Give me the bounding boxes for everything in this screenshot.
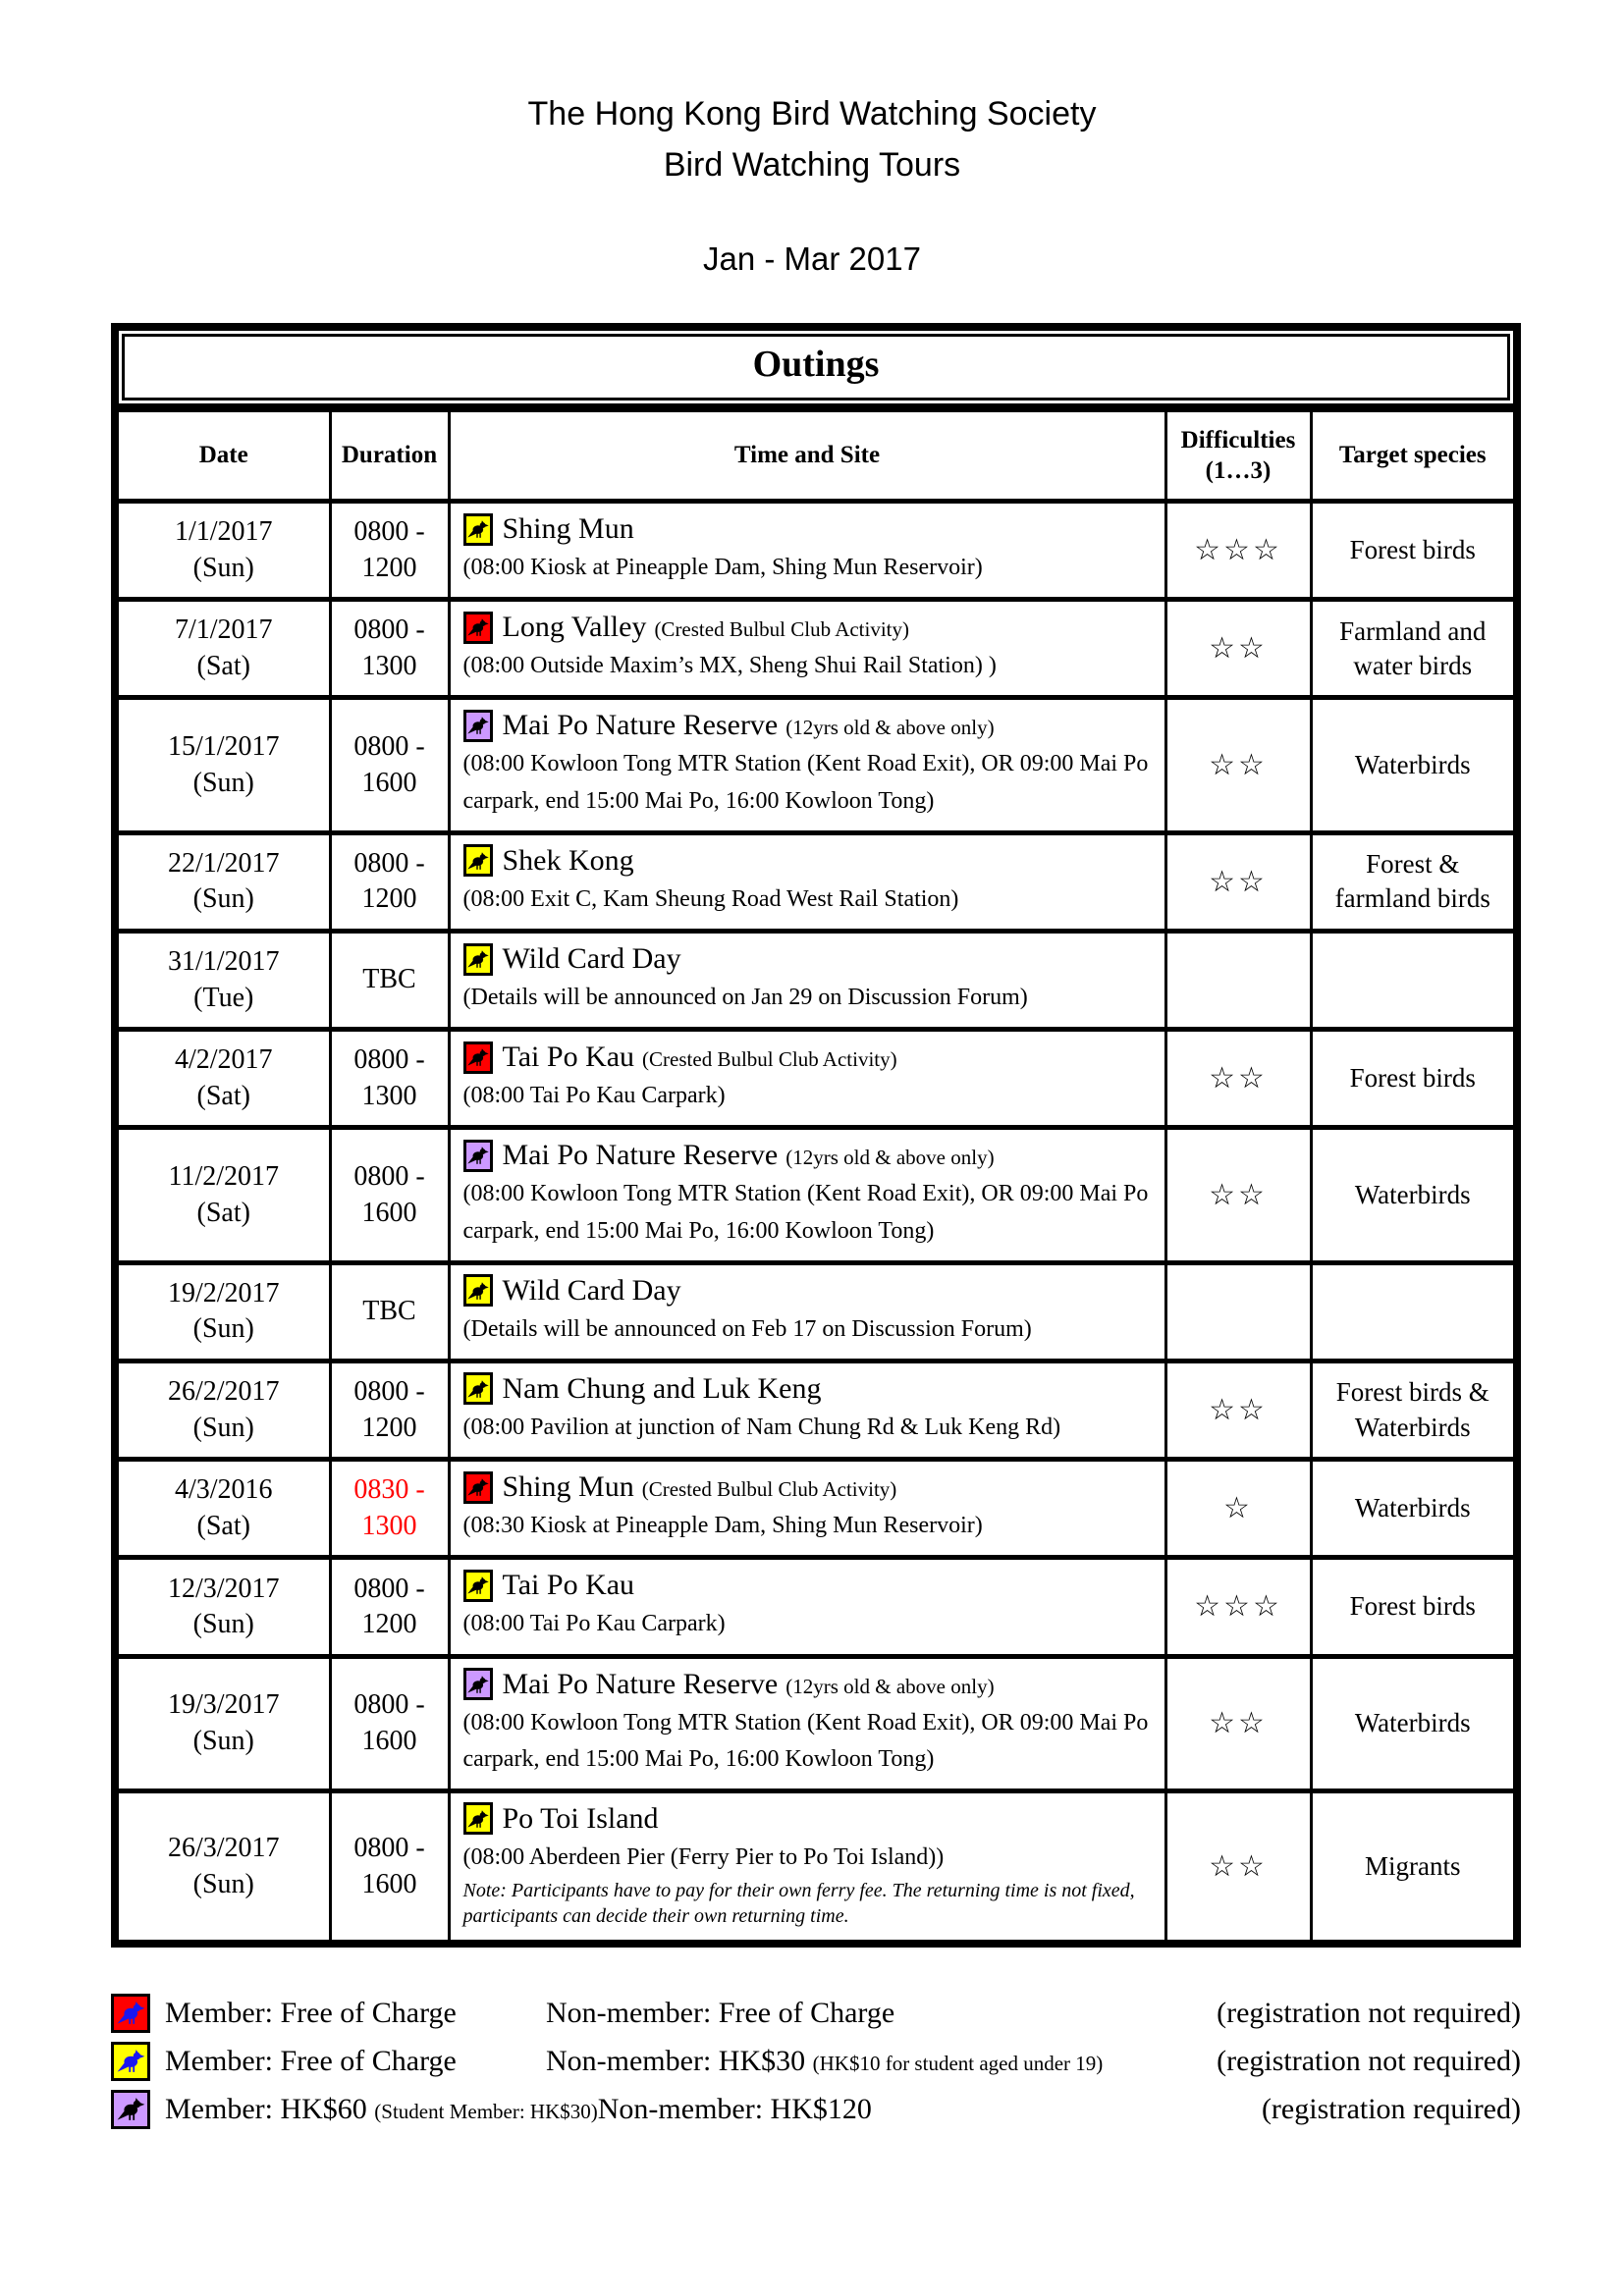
legend-row <box>111 1989 1521 2037</box>
difficulty-stars: ☆☆ <box>1165 1128 1311 1262</box>
time-and-site-cell <box>449 932 1165 1030</box>
target-species-cell: Forest birds <box>1311 1030 1513 1128</box>
bird-category-icon <box>463 1274 493 1307</box>
duration-cell: 0800 - 1200 <box>330 832 449 931</box>
duration-cell: 0800 - 1600 <box>330 1656 449 1790</box>
target-species-cell: Forest birds <box>1311 502 1513 600</box>
document-header <box>0 0 1624 278</box>
table-row <box>119 1030 1513 1128</box>
duration-cell: TBC <box>330 1262 449 1361</box>
legend-registration-note: (registration not required) <box>1217 1996 1521 2029</box>
table-row <box>119 832 1513 931</box>
date-cell: 7/1/2017 (Sat) <box>119 600 330 698</box>
site-name: Shing Mun <box>502 512 634 546</box>
time-and-site-cell <box>449 600 1165 698</box>
target-species-cell: Forest birds & Waterbirds <box>1311 1361 1513 1459</box>
site-details: (08:00 Kowloon Tong MTR Station (Kent Road Exit), OR 09:00 Mai Po carpark, end 15:00 Mai Po, 16:00 Kowloon Tong) <box>462 751 1149 814</box>
date-cell: 26/2/2017 (Sun) <box>119 1361 330 1459</box>
site-details: (08:00 Tai Po Kau Carpark) <box>462 1611 726 1637</box>
bird-category-icon <box>111 2042 150 2081</box>
site-name: Nam Chung and Luk Keng <box>502 1371 822 1405</box>
legend-row <box>111 2037 1521 2085</box>
legend-member-fee: Member: Free of Charge <box>165 1996 457 2029</box>
site-details: (Details will be announced on Jan 29 on Discussion Forum) <box>462 985 1028 1011</box>
duration-cell: 0800 - 1600 <box>330 1790 449 1940</box>
time-and-site-cell <box>449 1030 1165 1128</box>
difficulty-stars: ☆ <box>1165 1460 1311 1558</box>
bird-category-icon <box>111 1994 150 2033</box>
difficulty-stars: ☆☆ <box>1165 1361 1311 1459</box>
duration-cell: 0800 - 1200 <box>330 1361 449 1459</box>
bird-category-icon <box>463 943 493 976</box>
difficulty-stars: ☆☆ <box>1165 1790 1311 1940</box>
column-header-target: Target species <box>1311 412 1513 502</box>
legend-registration-note: (registration required) <box>1261 2092 1521 2125</box>
column-header-duration: Duration <box>330 412 449 502</box>
date-cell: 19/2/2017 (Sun) <box>119 1262 330 1361</box>
bird-category-icon <box>111 2090 150 2129</box>
duration-cell: 0800 - 1200 <box>330 1558 449 1656</box>
date-cell: 26/3/2017 (Sun) <box>119 1790 330 1940</box>
time-and-site-cell <box>449 1128 1165 1262</box>
date-range: Jan - Mar 2017 <box>703 240 921 277</box>
bird-category-icon <box>463 1372 493 1405</box>
column-header-date: Date <box>119 412 330 502</box>
target-species-cell: Farmland and water birds <box>1311 600 1513 698</box>
bird-category-icon <box>463 1041 493 1074</box>
site-restriction: (Crested Bulbul Club Activity) <box>654 617 910 642</box>
table-row <box>119 502 1513 600</box>
duration-cell: 0800 - 1200 <box>330 502 449 600</box>
legend-nonmember-fee: Non-member: HK$120 <box>597 2092 872 2125</box>
site-details: (08:30 Kiosk at Pineapple Dam, Shing Mun Reservoir) <box>462 1513 983 1539</box>
site-details: (08:00 Exit C, Kam Sheung Road West Rail Station) <box>462 885 959 912</box>
site-details: (08:00 Pavilion at junction of Nam Chung Rd & Luk Keng Rd) <box>462 1414 1061 1440</box>
site-details: (08:00 Kowloon Tong MTR Station (Kent Road Exit), OR 09:00 Mai Po carpark, end 15:00 Mai Po, 16:00 Kowloon Tong) <box>462 1181 1149 1244</box>
site-restriction: (12yrs old & above only) <box>785 1146 995 1170</box>
target-species-cell: Forest birds <box>1311 1558 1513 1656</box>
target-species-cell: Forest & farmland birds <box>1311 832 1513 931</box>
table-row <box>119 1558 1513 1656</box>
page-subtitle: Bird Watching Tours <box>663 145 961 184</box>
time-and-site-cell <box>449 698 1165 832</box>
time-and-site-cell <box>449 1361 1165 1459</box>
duration-cell: 0800 - 1600 <box>330 1128 449 1262</box>
duration-cell: 0800 - 1600 <box>330 698 449 832</box>
date-cell: 15/1/2017 (Sun) <box>119 698 330 832</box>
bird-category-icon <box>463 1668 493 1700</box>
time-and-site-cell <box>449 1262 1165 1361</box>
duration-cell: 0830 - 1300 <box>330 1460 449 1558</box>
legend-nonmember-fee: Non-member: Free of Charge <box>546 1996 895 2029</box>
site-restriction: (12yrs old & above only) <box>785 1674 995 1698</box>
table-banner: Outings <box>122 334 1510 400</box>
column-header-time-site: Time and Site <box>449 412 1165 502</box>
site-details: (Details will be announced on Feb 17 on Discussion Forum) <box>462 1315 1032 1342</box>
date-cell: 4/2/2017 (Sat) <box>119 1030 330 1128</box>
legend-row <box>111 2085 1521 2133</box>
site-name: Tai Po Kau <box>502 1569 635 1602</box>
column-header-difficulties: Difficulties (1…3) <box>1165 412 1311 502</box>
difficulty-stars <box>1165 932 1311 1030</box>
time-and-site-cell <box>449 1790 1165 1940</box>
fee-legend <box>111 1989 1521 2133</box>
site-restriction: (12yrs old & above only) <box>785 716 995 740</box>
site-name: Wild Card Day <box>502 942 681 976</box>
difficulty-stars: ☆☆ <box>1165 698 1311 832</box>
bird-category-icon <box>463 844 493 877</box>
table-row <box>119 1460 1513 1558</box>
banner-separator <box>119 403 1513 412</box>
difficulty-stars: ☆☆ <box>1165 1656 1311 1790</box>
legend-nonmember-fee: Non-member: HK$30 (HK$10 for student aged under 19) <box>546 2044 1104 2077</box>
target-species-cell: Waterbirds <box>1311 698 1513 832</box>
table-row <box>119 1656 1513 1790</box>
outings-table <box>111 323 1521 1949</box>
time-and-site-cell <box>449 502 1165 600</box>
table-row <box>119 600 1513 698</box>
site-name: Long Valley <box>502 611 647 644</box>
duration-cell: 0800 - 1300 <box>330 600 449 698</box>
duration-cell: TBC <box>330 932 449 1030</box>
site-details: (08:00 Outside Maxim’s MX, Sheng Shui Rail Station) ) <box>462 653 997 679</box>
legend-member-fee: Member: Free of Charge <box>165 2044 457 2077</box>
legend-member-fee: Member: HK$60 (Student Member: HK$30) <box>165 2092 598 2125</box>
date-cell: 4/3/2016 (Sat) <box>119 1460 330 1558</box>
site-name: Mai Po Nature Reserve <box>502 1667 779 1700</box>
bird-category-icon <box>463 612 493 644</box>
date-cell: 11/2/2017 (Sat) <box>119 1128 330 1262</box>
site-name: Shek Kong <box>502 843 634 877</box>
date-cell: 19/3/2017 (Sun) <box>119 1656 330 1790</box>
bird-category-icon <box>463 1471 493 1504</box>
table-row <box>119 1790 1513 1940</box>
page-title: The Hong Kong Bird Watching Society <box>527 95 1097 133</box>
duration-cell: 0800 - 1300 <box>330 1030 449 1128</box>
site-details: (08:00 Aberdeen Pier (Ferry Pier to Po Toi Island)) <box>462 1843 945 1870</box>
site-restriction: (Crested Bulbul Club Activity) <box>641 1477 897 1502</box>
table-row <box>119 1361 1513 1459</box>
bird-category-icon <box>463 710 493 742</box>
site-details: (08:00 Kiosk at Pineapple Dam, Shing Mun Reservoir) <box>462 555 983 581</box>
table-row <box>119 932 1513 1030</box>
time-and-site-cell <box>449 832 1165 931</box>
site-details: (08:00 Tai Po Kau Carpark) <box>462 1083 726 1109</box>
difficulty-stars: ☆☆ <box>1165 832 1311 931</box>
difficulty-stars: ☆☆ <box>1165 600 1311 698</box>
target-species-cell: Waterbirds <box>1311 1460 1513 1558</box>
site-name: Tai Po Kau <box>502 1041 635 1074</box>
target-species-cell <box>1311 1262 1513 1361</box>
target-species-cell: Waterbirds <box>1311 1128 1513 1262</box>
site-restriction: (Crested Bulbul Club Activity) <box>642 1047 897 1072</box>
time-and-site-cell <box>449 1656 1165 1790</box>
site-name: Wild Card Day <box>502 1273 681 1307</box>
table-header-row <box>119 412 1513 502</box>
bird-category-icon <box>463 1140 493 1172</box>
site-note: Note: Participants have to pay for their own ferry fee. The returning time is not fixed, participants can decide their own returning time. <box>462 1880 1135 1928</box>
table-row <box>119 1262 1513 1361</box>
site-name: Po Toi Island <box>502 1801 659 1835</box>
site-name: Shing Mun <box>502 1470 634 1504</box>
site-details: (08:00 Kowloon Tong MTR Station (Kent Road Exit), OR 09:00 Mai Po carpark, end 15:00 Mai Po, 16:00 Kowloon Tong) <box>462 1709 1149 1772</box>
difficulty-stars: ☆☆ <box>1165 1030 1311 1128</box>
difficulty-stars <box>1165 1262 1311 1361</box>
target-species-cell: Waterbirds <box>1311 1656 1513 1790</box>
time-and-site-cell <box>449 1558 1165 1656</box>
date-cell: 12/3/2017 (Sun) <box>119 1558 330 1656</box>
difficulty-stars: ☆☆☆ <box>1165 502 1311 600</box>
table-row <box>119 698 1513 832</box>
date-cell: 1/1/2017 (Sun) <box>119 502 330 600</box>
site-name: Mai Po Nature Reserve <box>502 1139 779 1172</box>
date-cell: 31/1/2017 (Tue) <box>119 932 330 1030</box>
bird-category-icon <box>463 1802 493 1835</box>
legend-registration-note: (registration not required) <box>1217 2044 1521 2077</box>
target-species-cell <box>1311 932 1513 1030</box>
target-species-cell: Migrants <box>1311 1790 1513 1940</box>
difficulty-stars: ☆☆☆ <box>1165 1558 1311 1656</box>
bird-category-icon <box>463 1570 493 1602</box>
date-cell: 22/1/2017 (Sun) <box>119 832 330 931</box>
bird-category-icon <box>463 513 493 546</box>
time-and-site-cell <box>449 1460 1165 1558</box>
table-row <box>119 1128 1513 1262</box>
site-name: Mai Po Nature Reserve <box>502 709 779 742</box>
